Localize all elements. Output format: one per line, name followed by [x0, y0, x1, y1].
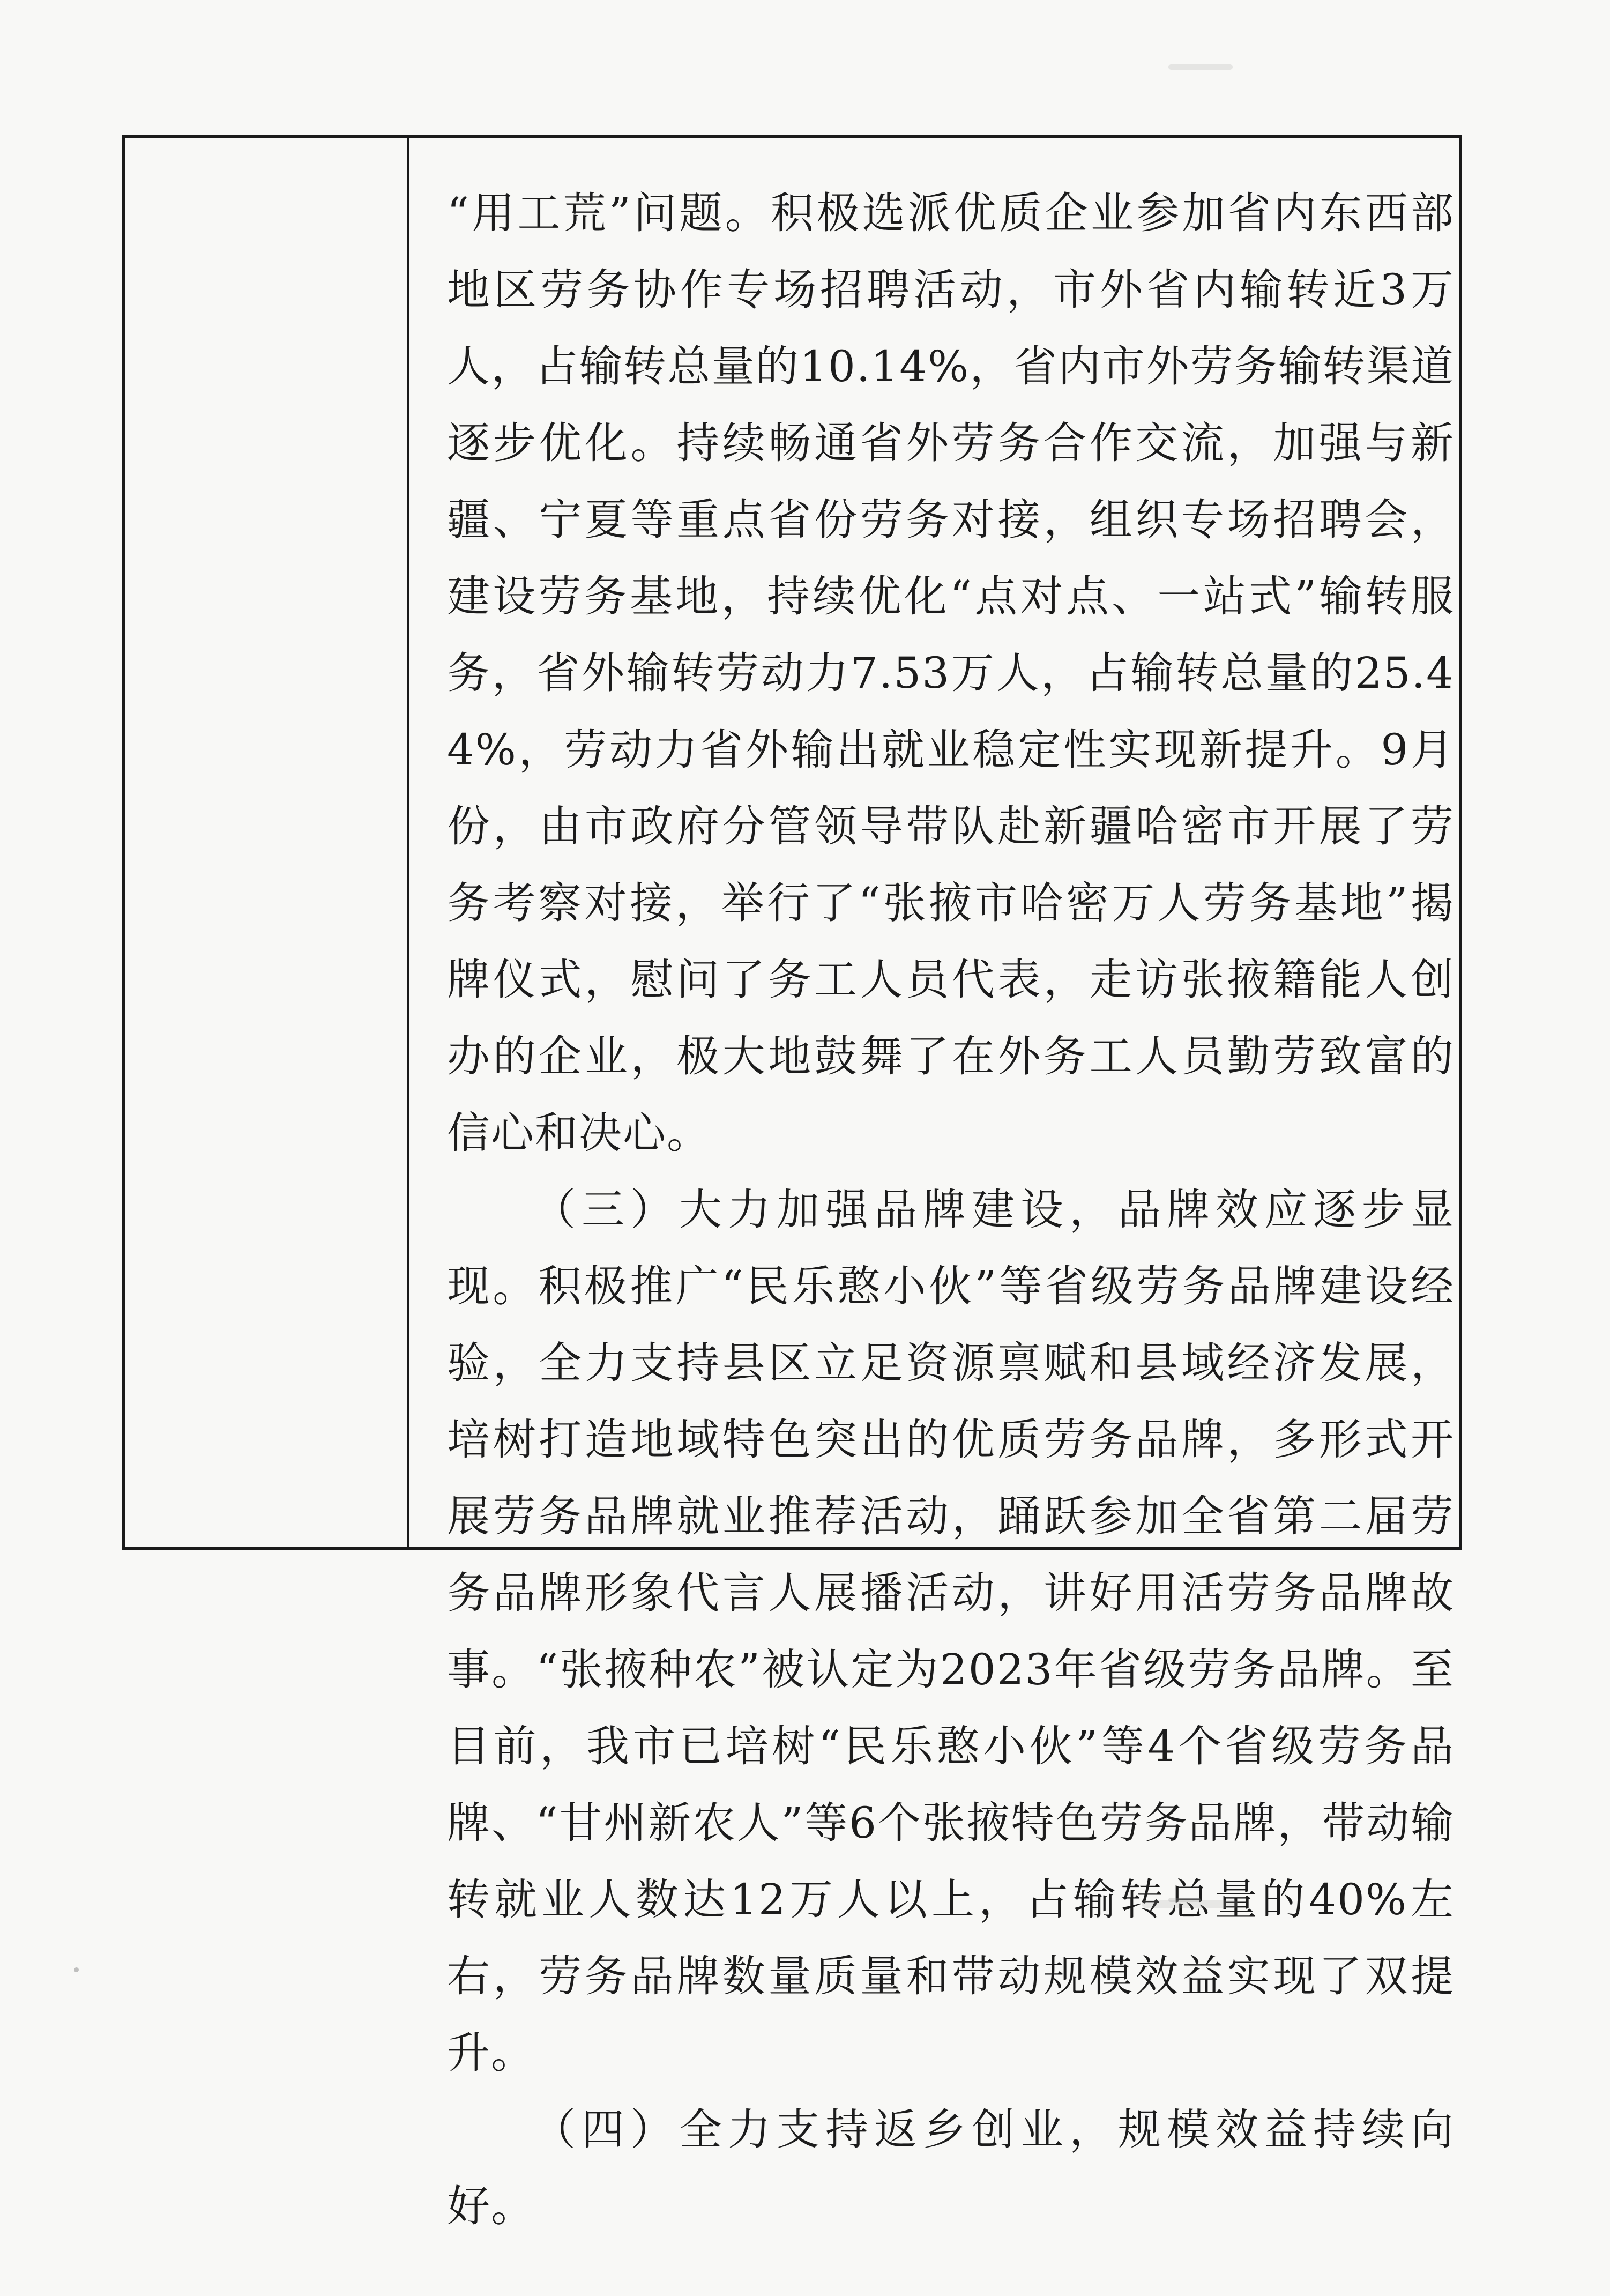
paragraph-labor-transfer: “用工荒”问题。积极选派优质企业参加省内东西部地区劳务协作专场招聘活动，市外省内输转近3万人，占输转总量的10.14%，省内市外劳务输转渠道逐步优化。持续畅通省外劳务合作交流，加强与新疆、宁夏等重点省份劳务对接，组织专场招聘会，建设劳务基地，持续优化“点对点、一站式”输转服务，省外输转劳动力7.53万人，占输转总量的25.44%，劳动力省外输出就业稳定性实现新提升。9月份，由市政府分管领导带队赴新疆哈密市开展了劳务考察对接，举行了“张掖市哈密万人劳务基地”揭牌仪式，慰问了务工人员代表，走访张掖籍能人创办的企业，极大地鼓舞了在外务工人员勤劳致富的信心和决心。 — [447, 188, 1455, 1158]
scan-speck — [1142, 1900, 1238, 1908]
table-frame — [122, 135, 1462, 2231]
paragraph-brand-building: （三）大力加强品牌建设，品牌效应逐步显现。积极推广“民乐憨小伙”等省级劳务品牌建设经验，全力支持县区立足资源禀赋和县域经济发展，培树打造地域特色突出的优质劳务品牌，多形式开展劳务品牌就业推荐活动，踊跃参加全省第二届劳务品牌形象代言人展播活动，讲好用活劳务品牌故事。“张掖种农”被认定为2023年省级劳务品牌。至目前，我市已培树“民乐憨小伙”等4个省级劳务品牌、“甘州新农人”等6个张掖特色劳务品牌，带动输转就业人数达12万人以上，占输转总量的40%左右，劳务品牌数量质量和带动规模效益实现了双提升。 — [447, 1185, 1455, 2078]
left-column-cell — [125, 138, 409, 1547]
paragraph-return-entrepreneurship: （四）全力支持返乡创业，规模效益持续向好。 — [447, 2105, 1455, 2231]
scan-speck — [74, 1967, 79, 1972]
text-column-cell — [447, 175, 1455, 2245]
scan-speck — [1168, 64, 1233, 70]
